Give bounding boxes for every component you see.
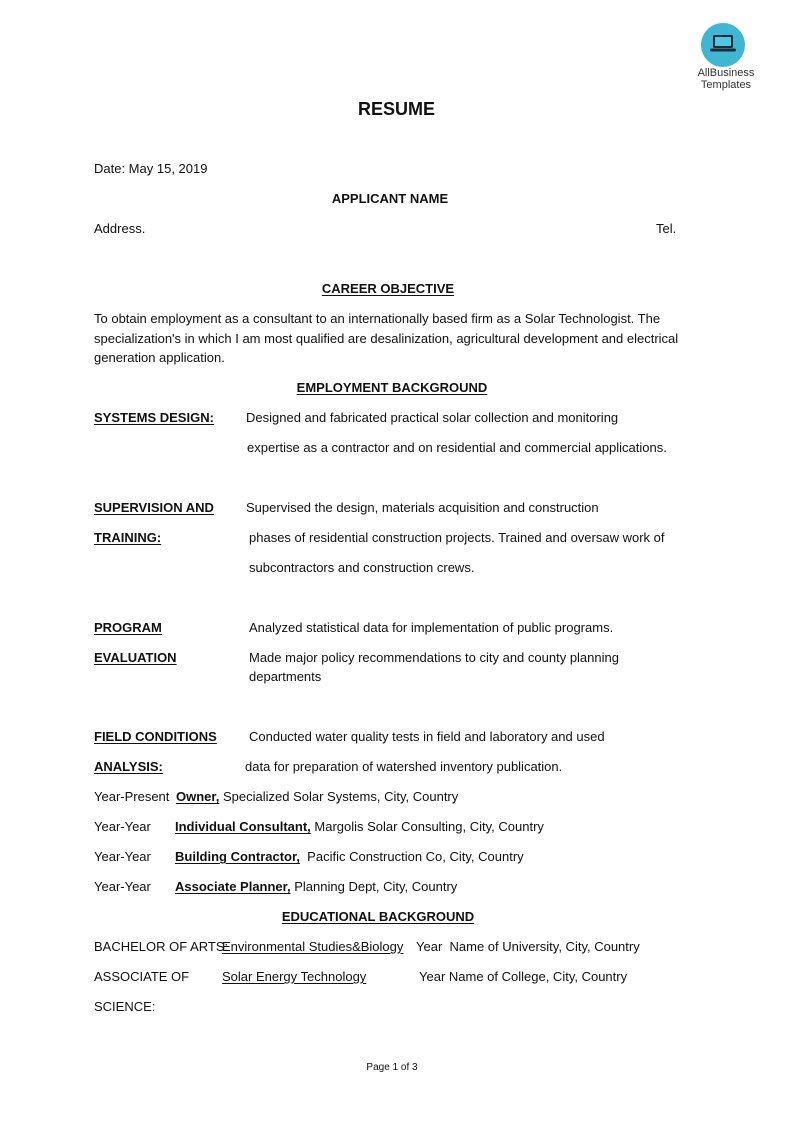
- field-line-1: Conducted water quality tests in field and laboratory and used: [249, 729, 605, 744]
- as-label-2: SCIENCE:: [94, 999, 156, 1014]
- logo-line-1: AllBusiness: [697, 67, 755, 79]
- systems-design-line-2: expertise as a contractor and on residential and commercial applications.: [247, 440, 667, 455]
- program-line-2: Made major policy recommendations to city and county planning: [249, 650, 619, 665]
- telephone: Tel.: [656, 221, 677, 236]
- supervision-line-3: subcontractors and construction crews.: [249, 560, 475, 575]
- job-role: Owner,: [176, 789, 220, 804]
- ba-field: Environmental Studies&Biology: [222, 939, 404, 954]
- job-row: [94, 818, 544, 835]
- program-label-2: EVALUATION: [94, 650, 177, 665]
- as-field: Solar Energy Technology: [222, 969, 367, 984]
- as-label-1: ASSOCIATE OF: [94, 969, 190, 984]
- systems-design-label: SYSTEMS DESIGN:: [94, 410, 214, 425]
- job-row: [94, 788, 459, 805]
- page-title: RESUME: [357, 99, 435, 119]
- field-label-2: ANALYSIS:: [94, 759, 163, 774]
- logo-badge: [701, 23, 745, 67]
- as-detail: Year Name of College, City, Country: [419, 969, 628, 984]
- job-detail: Margolis Solar Consulting, City, Country: [310, 819, 544, 834]
- laptop-icon: [709, 33, 737, 55]
- education-heading: EDUCATIONAL BACKGROUND: [281, 909, 475, 924]
- job-detail: Specialized Solar Systems, City, Country: [219, 789, 459, 804]
- job-years: Year-Year: [94, 819, 151, 834]
- field-label-1: FIELD CONDITIONS: [94, 729, 217, 744]
- supervision-label-2: TRAINING:: [94, 530, 162, 545]
- address: Address.: [94, 221, 146, 236]
- job-role: Individual Consultant,: [175, 819, 311, 834]
- supervision-line-1: Supervised the design, materials acquisition and construction: [246, 500, 599, 515]
- supervision-label-1: SUPERVISION AND: [94, 500, 214, 515]
- job-role: Associate Planner,: [175, 879, 291, 894]
- job-row: [94, 878, 458, 895]
- job-years: Year-Present: [94, 789, 170, 804]
- program-line-3: departments: [249, 669, 322, 684]
- job-detail: Pacific Construction Co, City, Country: [299, 849, 524, 864]
- logo-text: [682, 67, 770, 91]
- program-label-1: PROGRAM: [94, 620, 162, 635]
- page-number: Page 1 of 3: [366, 1062, 418, 1073]
- resume-date: Date: May 15, 2019: [94, 161, 208, 176]
- career-objective-heading: CAREER OBJECTIVE: [321, 281, 455, 296]
- job-role: Building Contractor,: [175, 849, 300, 864]
- job-years: Year-Year: [94, 879, 151, 894]
- career-objective-text: To obtain employment as a consultant to an internationally based firm as a Solar Technologist. The specialization's in which I am most qualified are desalinization, agricultural development and electrical generation application.: [94, 311, 679, 365]
- supervision-line-2: phases of residential construction projects. Trained and oversaw work of: [249, 530, 665, 545]
- job-row: [94, 848, 524, 865]
- ba-detail: Year Name of University, City, Country: [416, 939, 640, 954]
- ba-label: BACHELOR OF ARTS:: [94, 939, 229, 954]
- job-detail: Planning Dept, City, Country: [290, 879, 458, 894]
- logo-line-2: Templates: [700, 79, 752, 91]
- program-line-1: Analyzed statistical data for implementation of public programs.: [249, 620, 614, 635]
- applicant-name: APPLICANT NAME: [331, 191, 449, 206]
- job-years: Year-Year: [94, 849, 151, 864]
- systems-design-line-1: Designed and fabricated practical solar collection and monitoring: [246, 410, 619, 425]
- field-line-2: data for preparation of watershed inventory publication.: [245, 759, 563, 774]
- employment-heading: EMPLOYMENT BACKGROUND: [296, 380, 488, 395]
